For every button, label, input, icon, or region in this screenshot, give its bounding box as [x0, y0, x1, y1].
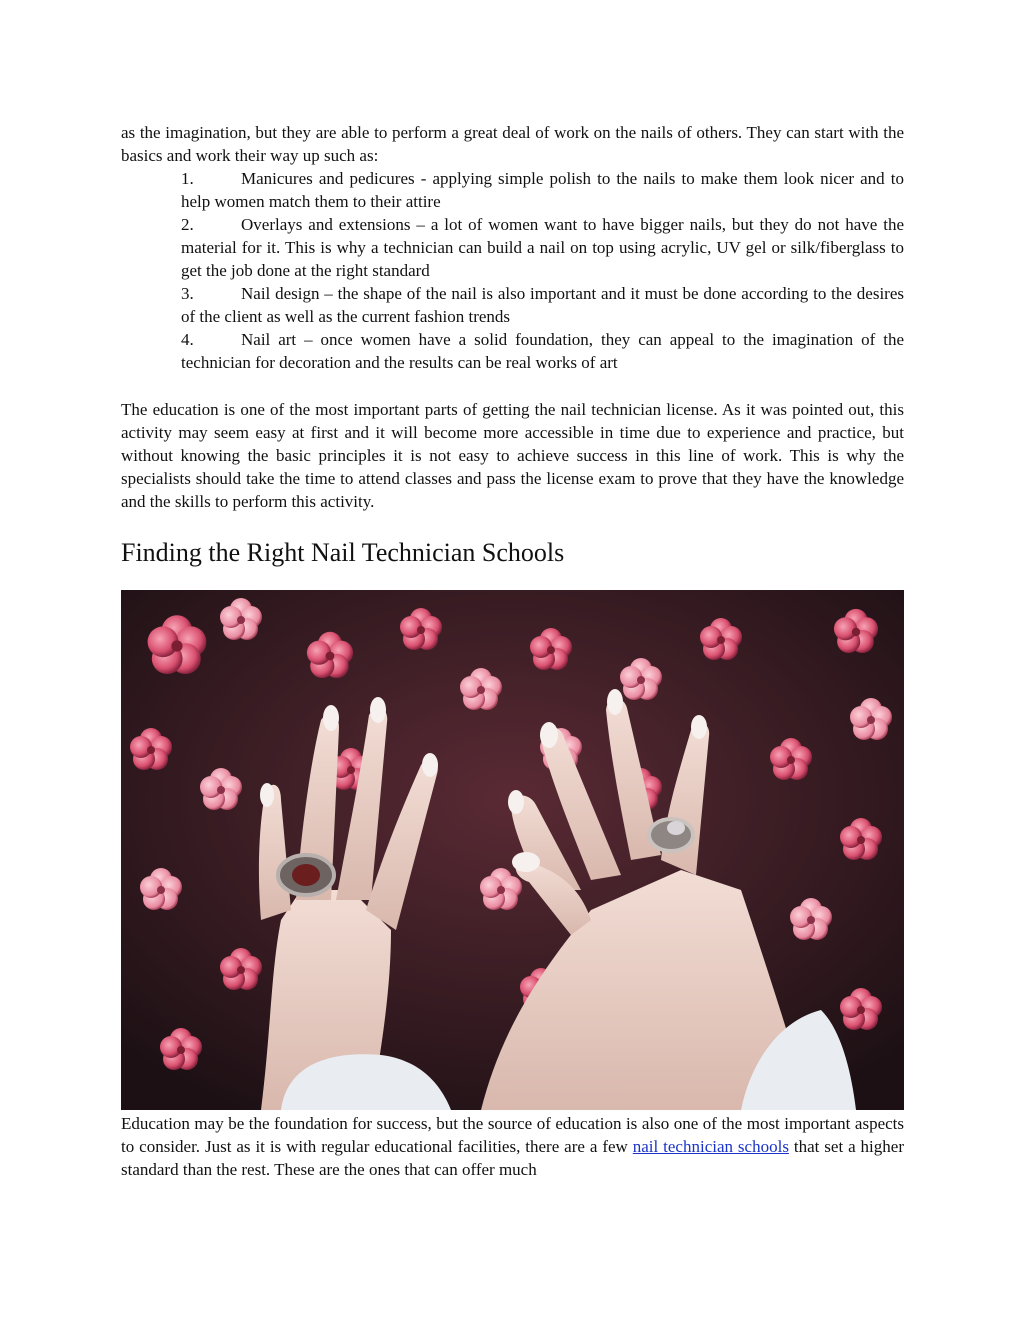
services-list: [181, 167, 904, 374]
nail-technician-schools-link[interactable]: nail technician schools: [632, 1137, 789, 1156]
list-number: 2.: [181, 215, 194, 234]
list-item-text: Nail design – the shape of the nail is also important and it must be done according to the desires of the client as well as the current fashion trends: [181, 284, 904, 326]
final-text-after: that set a higher standard than the rest. These are the ones that can offer much: [121, 1137, 904, 1179]
hands-flowers-photo: [121, 590, 904, 1110]
list-item-text: Overlays and extensions – a lot of women want to have bigger nails, but they do not have the material for it. This is why a technician can build a nail on top using acrylic, UV gel or silk/fiberglass to get the job done at the right standard: [181, 215, 904, 280]
list-number: 3.: [181, 284, 194, 303]
list-number: 4.: [181, 330, 194, 349]
final-text-before: Education may be the foundation for success, but the source of education is also one of the most important aspects to consider. Just as it is with regular educational facilities, there are a few: [121, 1114, 904, 1156]
list-item: [181, 328, 904, 374]
list-number: 1.: [181, 169, 194, 188]
list-item-text: Manicures and pedicures - applying simple polish to the nails to make them look nicer and to help women match them to their attire: [181, 169, 904, 211]
list-item-text: Nail art – once women have a solid foundation, they can appeal to the imagination of the technician for decoration and the results can be real works of art: [181, 330, 904, 372]
list-item: [181, 167, 904, 213]
education-paragraph: The education is one of the most important parts of getting the nail technician license. As it was pointed out, this activity may seem easy at first and it will become more accessible in time due to experience and practice, but without knowing the basic principles it is not easy to achieve success in this line of work. This is why the specialists should take the time to attend classes and pass the license exam to prove that they have the knowledge and the skills to perform this activity.: [121, 400, 904, 511]
list-item: [181, 213, 904, 282]
list-item: [181, 282, 904, 328]
photo-illustration: [121, 590, 904, 1110]
final-paragraph: [121, 1112, 904, 1181]
intro-paragraph: as the imagination, but they are able to perform a great deal of work on the nails of others. They can start with the basics and work their way up such as:: [121, 123, 904, 165]
section-heading: Finding the Right Nail Technician Schools: [121, 538, 565, 567]
